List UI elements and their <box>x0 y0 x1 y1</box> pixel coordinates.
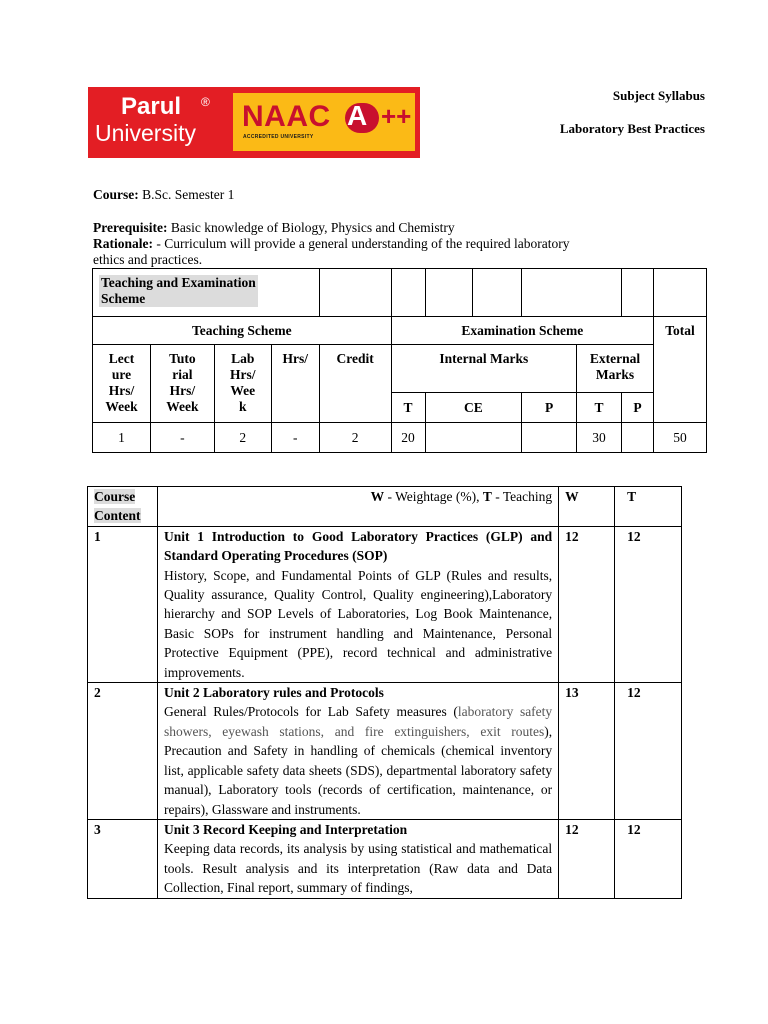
hrs-value: - <box>271 423 319 453</box>
empty-cell <box>473 269 522 317</box>
unit-body <box>164 702 552 818</box>
external-marks-line2: Marks <box>595 367 635 382</box>
credit-header: Credit <box>319 345 391 423</box>
scheme-table <box>92 268 707 453</box>
external-t-header: T <box>577 393 622 423</box>
tutorial-header <box>150 345 214 423</box>
scheme-title <box>99 275 258 307</box>
lecture-value: 1 <box>93 423 151 453</box>
unit-weightage: 12 <box>559 526 615 682</box>
grade-plus-text: ++ <box>381 101 412 131</box>
examination-scheme-header: Examination Scheme <box>391 317 653 345</box>
internal-p-header: P <box>522 393 577 423</box>
lab-header-2: Hrs/ <box>230 367 256 382</box>
unit-content <box>157 526 558 682</box>
empty-cell <box>622 269 654 317</box>
lab-value: 2 <box>214 423 271 453</box>
registered-mark: ® <box>201 95 210 109</box>
tutorial-value: - <box>150 423 214 453</box>
unit-number: 1 <box>88 526 158 682</box>
scheme-title-line1: Teaching and Examination <box>101 275 256 290</box>
university-logo <box>88 87 420 158</box>
internal-marks-header: Internal Marks <box>391 345 577 393</box>
unit-title: Unit 1 Introduction to Good Laboratory Practices (GLP) and Standard Operating Procedures (SOP) <box>163 528 553 564</box>
legend-t: T <box>482 489 492 504</box>
legend-cell <box>157 487 558 527</box>
table-row <box>88 819 682 898</box>
subject-name: Laboratory Best Practices <box>559 121 705 136</box>
teaching-scheme-header: Teaching Scheme <box>93 317 392 345</box>
unit-weightage: 12 <box>559 819 615 898</box>
course-label: Course: <box>93 187 139 202</box>
parul-university-logo <box>88 87 233 158</box>
lecture-header-3: Hrs/ <box>108 383 135 398</box>
unit-content <box>157 819 558 898</box>
unit-body: History, Scope, and Fundamental Points of GLP (Rules and results, Quality assurance, Quality Control, Quality engineering),Laboratory hierarchy and SOP Levels of Laboratories, Log Book Maintenance, Basic SOPs for instrument handling and Maintenance, Personal Protective Equipment (PPE), record technical and administrative improvements. <box>163 567 553 680</box>
rationale-line <box>93 236 570 252</box>
unit-number: 3 <box>88 819 158 898</box>
lecture-header-4: Week <box>105 399 138 414</box>
lab-header-3: Wee <box>230 383 256 398</box>
unit-content <box>157 683 558 820</box>
internal-t-value: 20 <box>391 423 425 453</box>
external-marks-header <box>577 345 654 393</box>
rationale-line-2: ethics and practices. <box>93 252 203 267</box>
logo-parul-text: Parul <box>121 93 182 120</box>
tutorial-header-1: Tuto <box>169 351 196 366</box>
unit-teaching: 12 <box>615 819 682 898</box>
internal-ce-value <box>425 423 522 453</box>
unit-teaching: 12 <box>615 526 682 682</box>
course-content-header-2: Content <box>94 508 141 524</box>
accredited-text: ACCREDITED UNIVERSITY <box>243 134 314 140</box>
lab-header-1: Lab <box>231 351 255 366</box>
lecture-header-1: Lect <box>108 351 135 366</box>
empty-cell <box>425 269 473 317</box>
empty-cell <box>319 269 391 317</box>
weightage-header: W <box>559 487 615 527</box>
table-row <box>88 683 682 820</box>
course-content-header <box>88 487 158 527</box>
tutorial-header-2: rial <box>172 367 193 382</box>
lecture-header <box>93 345 151 423</box>
teaching-header: T <box>615 487 682 527</box>
tutorial-header-3: Hrs/ <box>169 383 196 398</box>
course-content-header-1: Course <box>94 489 136 504</box>
prerequisite-line <box>93 220 455 236</box>
hrs-header: Hrs/ <box>271 345 319 423</box>
internal-p-value <box>522 423 577 453</box>
naac-text: NAAC <box>242 100 331 133</box>
prerequisite-label: Prerequisite: <box>93 220 168 235</box>
legend-w-text: - Weightage (%), <box>384 489 483 504</box>
scheme-title-line2: Scheme <box>101 291 146 306</box>
unit-body-gray: laboratory safety showers, eyewash stations, and fire extinguishers, exit routes <box>163 704 553 739</box>
course-value: B.Sc. Semester 1 <box>138 187 235 202</box>
internal-t-header: T <box>391 393 425 423</box>
course-line <box>93 187 234 203</box>
internal-ce-header: CE <box>425 393 522 423</box>
unit-body-part-a: General Rules/Protocols for Lab Safety measures ( <box>163 704 458 720</box>
unit-body-part-b: ), Precaution and Safety in handling of chemicals (chemical inventory list, applicable safety data sheets (SDS), departmental laboratory safety manual), Laboratory tools (records of certification, maintenance, or repairs), Glassware and instruments. <box>163 723 553 817</box>
tutorial-header-4: Week <box>166 399 199 414</box>
unit-weightage: 13 <box>559 683 615 820</box>
page-title: Subject Syllabus <box>612 88 705 103</box>
external-p-header: P <box>622 393 654 423</box>
course-content-table <box>87 486 682 899</box>
unit-number: 2 <box>88 683 158 820</box>
total-value: 50 <box>653 423 706 453</box>
prerequisite-value: Basic knowledge of Biology, Physics and Chemistry <box>167 220 455 235</box>
logo-university-text: University <box>95 120 196 146</box>
legend-t-text: - Teaching <box>491 489 553 504</box>
credit-value: 2 <box>319 423 391 453</box>
grade-text: A <box>347 100 368 131</box>
rationale-label: Rationale: <box>93 236 153 251</box>
empty-cell <box>391 269 425 317</box>
rationale-text-1: - Curriculum will provide a general understanding of the required laboratory <box>153 236 570 251</box>
lab-header <box>214 345 271 423</box>
external-marks-line1: External <box>589 351 641 366</box>
unit-teaching: 12 <box>615 683 682 820</box>
table-row <box>88 526 682 682</box>
unit-title: Unit 2 Laboratory rules and Protocols <box>163 685 384 701</box>
empty-cell <box>653 269 706 317</box>
external-p-value <box>622 423 654 453</box>
legend-w: W <box>370 489 385 504</box>
empty-cell <box>522 269 622 317</box>
lecture-header-2: ure <box>111 367 132 382</box>
scheme-title-cell <box>93 269 320 317</box>
lab-header-4: k <box>239 399 247 414</box>
unit-title: Unit 3 Record Keeping and Interpretation <box>163 821 408 837</box>
unit-body: Keeping data records, its analysis by using statistical and mathematical tools. Result analysis and its interpretation (Raw data and Data Collection, Final report, summary of findings, <box>163 841 553 896</box>
naac-logo <box>233 93 415 151</box>
total-header: Total <box>653 317 706 423</box>
external-t-value: 30 <box>577 423 622 453</box>
